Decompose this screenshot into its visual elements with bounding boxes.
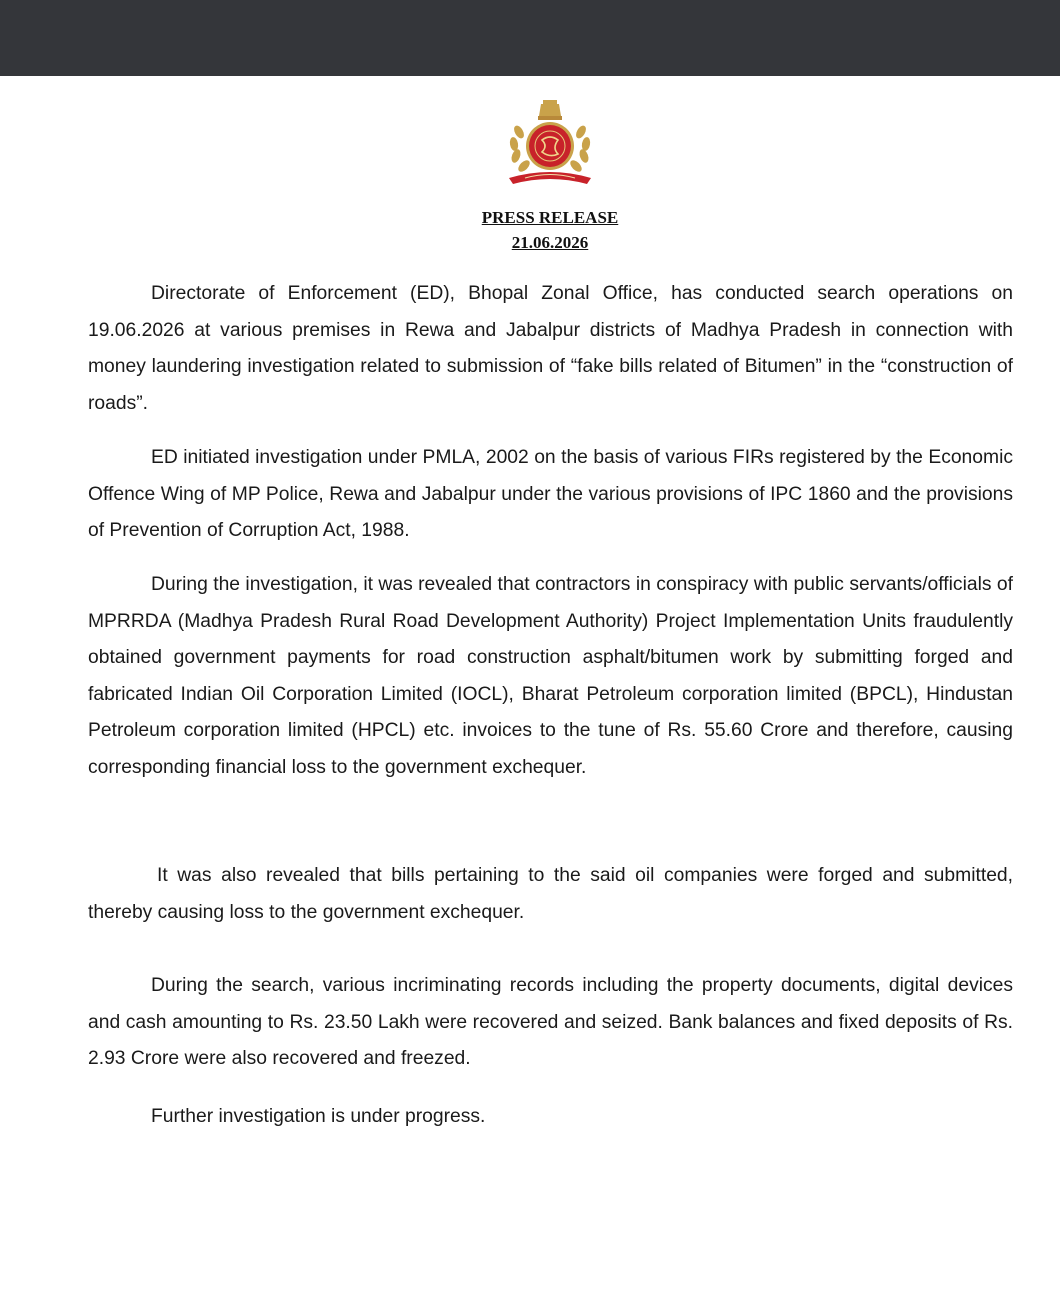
page-title: PRESS RELEASE xyxy=(481,208,619,227)
paragraph-6 xyxy=(88,1099,1013,1136)
paragraph-text: It was also revealed that bills pertaining to the said oil companies were forged and submitted, thereby causing loss to the government exchequer. xyxy=(88,865,1013,923)
paragraph-1 xyxy=(88,276,1013,422)
document-page xyxy=(0,76,1060,1292)
enforcement-directorate-emblem-icon xyxy=(505,98,595,190)
paragraph-text: Further investigation is under progress. xyxy=(151,1106,486,1127)
paragraph-text: ED initiated investigation under PMLA, 2002 on the basis of various FIRs registered by the Economic Offence Wing of MP Police, Rewa and Jabalpur under the various provisions of IPC 1860 and the provisions of Prevention of Corruption Act, 1988. xyxy=(88,447,1013,541)
paragraph-5 xyxy=(88,968,1013,1078)
paragraph-text: During the search, various incriminating records including the property documents, digital devices and cash amounting to Rs. 23.50 Lakh were recovered and seized. Bank balances and fixed deposits of Rs. 2.93 Crore were also recovered and freezed. xyxy=(88,975,1013,1069)
paragraph-3 xyxy=(88,567,1013,786)
paragraph-text: During the investigation, it was revealed that contractors in conspiracy with public servants/officials of MPRRDA (Madhya Pradesh Rural Road Development Authority) Project Implementation Units fraudulently obtained government payments for road construction asphalt/bitumen work by submitting forged and fabricated Indian Oil Corporation Limited (IOCL), Bharat Petroleum corporation limited (BPCL), Hindustan Petroleum corporation limited (HPCL) etc. invoices to the tune of Rs. 55.60 Crore and therefore, causing corresponding financial loss to the government exchequer. xyxy=(88,574,1013,778)
paragraph-text: Directorate of Enforcement (ED), Bhopal Zonal Office, has conducted search operations on 19.06.2026 at various premises in Rewa and Jabalpur districts of Madhya Pradesh in connection with money laundering investigation related to submission of “fake bills related of Bitumen” in the “construction of roads”. xyxy=(88,283,1013,414)
release-date: 21.06.2026 xyxy=(511,233,589,252)
paragraph-4 xyxy=(88,858,1013,931)
paragraph-2 xyxy=(88,440,1013,550)
viewer-top-bar xyxy=(0,0,1060,76)
